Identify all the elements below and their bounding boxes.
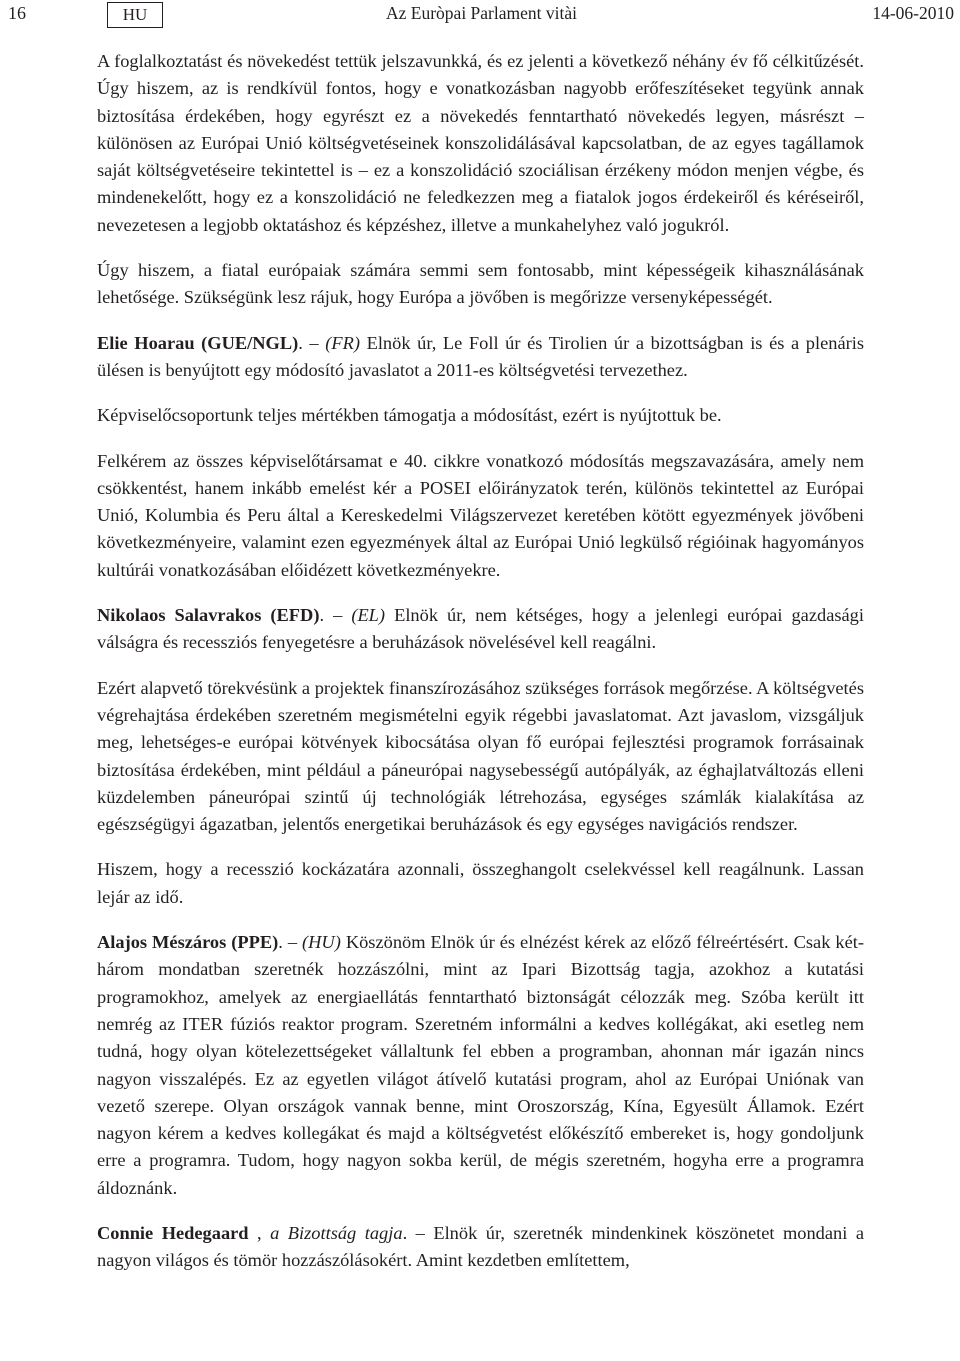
language-code-box: HU: [107, 2, 163, 28]
speech-intro: [97, 330, 864, 385]
speaker-separator: . –: [278, 932, 303, 953]
paragraph: [97, 257, 864, 312]
paragraph-text: Úgy hiszem, a fiatal európaiak számára semmi sem fontosabb, mint képességeik kihasználásának lehetősége. Szükségünk lesz rájuk, hogy Európa a jövőben is megőrizze versenyképességét.: [97, 260, 864, 308]
page-header: [0, 0, 960, 30]
speech-intro: [97, 602, 864, 657]
speaker-name: Alajos Mészáros (PPE): [97, 932, 279, 953]
paragraph: [97, 448, 864, 584]
speaker-separator: . –: [298, 332, 326, 353]
paragraph-text: Hiszem, hogy a recesszió kockázatára azonnali, összeghangolt cselekvéssel kell reagálnunk. Lassan lejár az idő.: [97, 859, 864, 907]
paragraph-text: Elnök úr, nem kétséges, hogy a jelenlegi európai gazdasági válságra és recessziós fenyegetésre a beruházások növelésével kell reagálni.: [97, 605, 864, 653]
paragraph: [97, 675, 864, 839]
speaker-name: Connie Hedegaard: [97, 1222, 249, 1243]
paragraph-text: Elnök úr, Le Foll úr és Tirolien úr a bizottságban is és a plenáris ülésen is benyújtott egy módosító javaslatot a 2011-es költségvetési tervezethez.: [97, 332, 864, 380]
header-date: 14-06-2010: [872, 3, 954, 23]
paragraph-text: Felkérem az összes képviselőtársamat e 40. cikkre vonatkozó módosítás megszavazására, amely nem csökkentést, hanem inkább emelést kér a POSEI előirányzatok terén, különös tekintettel az Európai Unió, Kolumbia és Peru által a Kereskedelmi Világszervezet keretében kötött egyezmények jövőbeni következményeire, valamint ezen egyezmények által az Európai Unió legkülső régióinak hagyományos kultúrái vonatkozásában előidézett következményekre.: [97, 450, 864, 580]
paragraph-text: Köszönöm Elnök úr és elnézést kérek az előző félreértésért. Csak két-három mondatban szeretnék hozzászólni, mint az Ipari Bizottság tagja, azokhoz a kutatási programokhoz, amelyek az energiaellátás fenntartható biztonságát célozzák meg. Szóba került itt nemrég az ITER fúziós reaktor program. Szeretném informálni a kedves kollégákat, aki esetleg nem tudná, hogy olyan kötelezettségeket vállaltunk fel ebben a programban, ahonnan már igazán nincs nagyon visszalépés. Ez az egyetlen világot átívelő kutatási program, ahol az Európai Uniónak van vezető szerepe. Olyan országok vannak benne, mint Oroszország, Kína, Egyesült Államok. Ezért nagyon kérem a kedves kollegákat és majd a költségvetést előkészítő embereket is, hogy gondoljunk erre a programra. Tudom, hogy nagyon sokba kerül, de mégis szeretném, hogyha erre a programra áldoznánk.: [97, 932, 864, 1198]
speaker-name: Nikolaos Salavrakos (EFD): [97, 605, 320, 626]
speaker-role: a Bizottság tagja: [270, 1222, 403, 1243]
paragraph: [97, 402, 864, 429]
language-marker: (EL): [351, 605, 386, 626]
page-number: 16: [8, 3, 26, 23]
speaker-separator: . –: [319, 605, 352, 626]
speech-intro: [97, 1220, 864, 1275]
speech-intro: [97, 929, 864, 1202]
speaker-separator: ,: [248, 1222, 271, 1243]
paragraph: [97, 856, 864, 911]
paragraph-text: . – Elnök úr, szeretnék mindenkinek köszönetet mondani a nagyon világos és tömör hozzászólásokért. Amint kezdetben említettem,: [97, 1222, 864, 1271]
running-title: Az Euròpai Parlament vitài: [386, 3, 577, 23]
paragraph-text: Ezért alapvető törekvésünk a projektek finanszírozásához szükséges források megőrzése. A költségvetés végrehajtása érdekében szeretném megismételni egyik régebbi javaslatomat. Azt javaslom, vizsgáljuk meg, lehetséges-e európai kötvények kibocsátása olyan fő európai fejlesztési programok forrásainak biztosítása érdekében, mint például a páneurópai nagysebességű autópályák, az éghajlatváltozás elleni küzdelemben páneurópai szintű új technológiák létrehozása, egységes számlák kialakítása az egészségügyi ágazatban, jelentős energetikai beruházások és egy egységes navigációs rendszer.: [97, 677, 864, 835]
language-marker: (FR): [325, 332, 360, 353]
paragraph: [97, 48, 864, 239]
debate-text: [97, 48, 864, 1293]
language-marker: (HU): [302, 932, 341, 953]
speaker-name: Elie Hoarau (GUE/NGL): [97, 332, 299, 353]
paragraph-text: Képviselőcsoportunk teljes mértékben támogatja a módosítást, ezért is nyújtottuk be.: [97, 405, 722, 426]
paragraph-text: A foglalkoztatást és növekedést tettük jelszavunkká, és ez jelenti a következő néhány év fő célkitűzését. Úgy hiszem, az is rendkívül fontos, hogy e vonatkozásban nagyobb erőfeszítéseket tegyünk annak biztosítása érdekében, hogy egyrészt ez a növekedés fenntartható növekedés legyen, másrészt – különösen az Európai Unió költségvetéseinek konszolidálásával kapcsolatban, de az egyes tagállamok saját költségvetéseire tekintettel is – ez a konszolidáció szociálisan érzékeny módon menjen végbe, és mindenekelőtt, hogy ez a konszolidáció ne feledkezzen meg a fiatalok jogos érdekeiről és kéréseiről, nevezetesen a legjobb oktatáshoz és képzéshez, illetve a munkahelyhez való jogukról.: [97, 51, 864, 235]
